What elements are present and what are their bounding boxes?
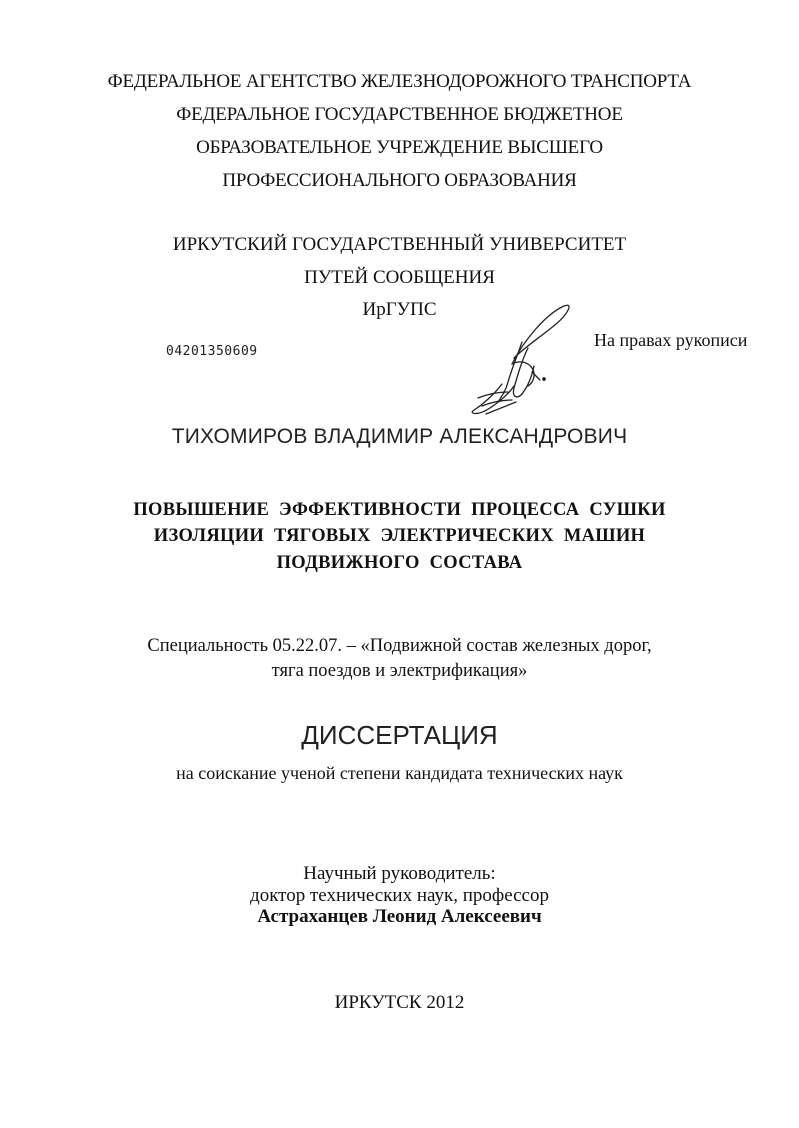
university-abbreviation: ИрГУПС [362,299,437,320]
supervisor-label: Научный руководитель: [303,863,496,884]
agency-line-2: ФЕДЕРАЛЬНОЕ ГОСУДАРСТВЕННОЕ БЮДЖЕТНОЕ [176,104,623,125]
agency-line-1: ФЕДЕРАЛЬНОЕ АГЕНТСТВО ЖЕЛЕЗНОДОРОЖНОГО ТРАНСПОРТА [107,71,692,92]
document-type: ДИССЕРТАЦИЯ [301,720,498,750]
title-line-1: ПОВЫШЕНИЕ ЭФФЕКТИВНОСТИ ПРОЦЕССА СУШКИ [133,500,666,520]
agency-line-4: ПРОФЕССИОНАЛЬНОГО ОБРАЗОВАНИЯ [222,170,577,191]
city-year: ИРКУТСК 2012 [334,992,465,1013]
degree-line: на соискание ученой степени кандидата технических наук [176,763,623,783]
university-line-1: ИРКУТСКИЙ ГОСУДАРСТВЕННЫЙ УНИВЕРСИТЕТ [172,234,627,255]
specialty-line-1: Специальность 05.22.07. – «Подвижной состав железных дорог, [147,636,652,656]
author-name: ТИХОМИРОВ ВЛАДИМИР АЛЕКСАНДРОВИЧ [171,425,628,448]
agency-line-3: ОБРАЗОВАТЕЛЬНОЕ УЧРЕЖДЕНИЕ ВЫСШЕГО [196,137,603,158]
manuscript-rights: На правах рукописи [594,330,748,350]
supervisor-credentials: доктор технических наук, профессор [250,885,549,906]
title-line-2: ИЗОЛЯЦИИ ТЯГОВЫХ ЭЛЕКТРИЧЕСКИХ МАШИН [153,526,646,546]
university-line-2: ПУТЕЙ СООБЩЕНИЯ [304,267,495,288]
supervisor-name: Астраханцев Леонид Алексеевич [257,906,542,927]
specialty-line-2: тяга поездов и электрификация» [271,661,528,681]
title-line-3: ПОДВИЖНОГО СОСТАВА [276,553,523,573]
registration-code: 04201350609 [166,344,258,359]
handwritten-signature [462,302,582,422]
